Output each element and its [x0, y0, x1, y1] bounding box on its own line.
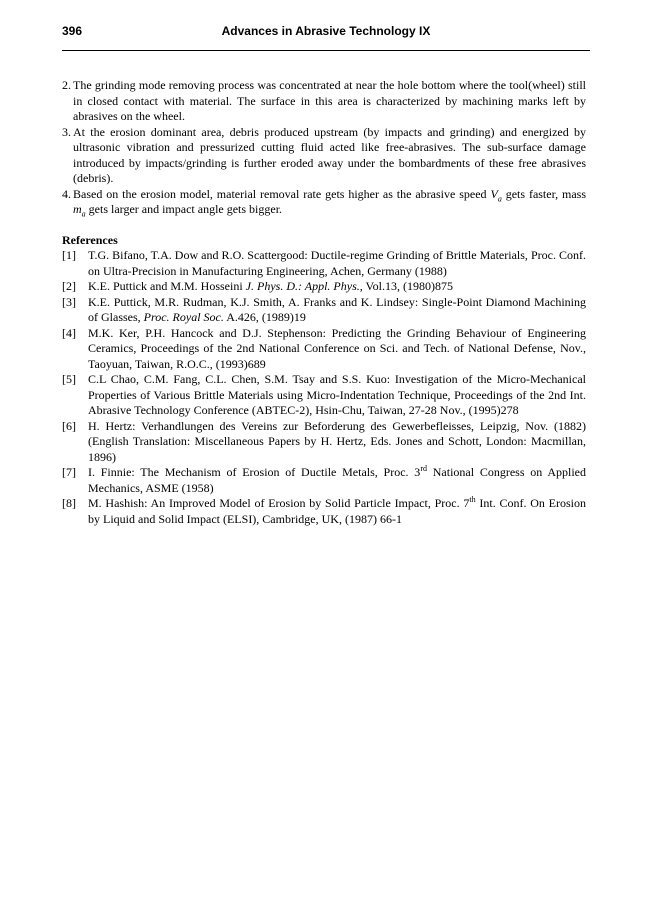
conclusion-text: The grinding mode removing process was concentrated at near the hole bottom where the tool(wheel) still in closed contact with material. The surface in this area is characterized by machining marks left by abrasives on the wheel. — [73, 78, 586, 123]
reference-number: [1] — [62, 248, 76, 262]
reference-number: [2] — [62, 279, 76, 293]
header-rule — [62, 50, 590, 51]
reference-item — [62, 326, 586, 373]
reference-text: T.G. Bifano, T.A. Dow and R.O. Scattergood: Ductile-regime Grinding of Brittle Materials, Proc. Conf. on Ultra-Precision in Manufacturing Engineering, Achen, Germany (1988) — [88, 248, 586, 278]
conclusion-item — [62, 187, 586, 218]
reference-number: [4] — [62, 325, 76, 340]
reference-item — [62, 372, 586, 419]
running-title: Advances in Abrasive Technology IX — [221, 24, 431, 38]
reference-number: [8] — [62, 496, 76, 510]
reference-number: [5] — [62, 372, 76, 386]
reference-text: H. Hertz: Verhandlungen des Vereins zur Beforderung des Gewerbefleisses, Leipzig, Nov. (1882) (English Translation: Miscellaneous Papers by H. Hertz, Eds. Jones and Schott, London: Macmillan, 1896) — [88, 418, 586, 464]
reference-text: M.K. Ker, P.H. Hancock and D.J. Stephenson: Predicting the Grinding Behaviour of Engineering Ceramics, Proceedings of the 2nd National Conference on Sci. and Tech. of National Defense, Nov., Taoyuan, Taiwan, R.O.C., (1993)689 — [88, 325, 586, 371]
reference-item — [62, 419, 586, 466]
page-number: 396 — [62, 24, 83, 38]
reference-number: [7] — [62, 465, 76, 479]
reference-text: M. Hashish: An Improved Model of Erosion by Solid Particle Impact, Proc. 7th Int. Conf. On Erosion by Liquid and Solid Impact (ELSI), Cambridge, UK, (1987) 66-1 — [88, 495, 587, 526]
reference-text: I. Finnie: The Mechanism of Erosion of Ductile Metals, Proc. 3rd National Congress on Applied Mechanics, ASME (1958) — [88, 464, 586, 495]
reference-text: C.L Chao, C.M. Fang, C.L. Chen, S.M. Tsay and S.S. Kuo: Investigation of the Micro-Mechanical Properties of Various Brittle Materials using Micro-Indentation Technique, Proceedings of the 2nd Int. Abrasive Technology Conference (ABTEC-2), Hsin-Chu, Taiwan, 27-28 Nov., (1995)278 — [88, 372, 586, 417]
conclusion-number: 4. — [62, 186, 71, 201]
reference-number: [3] — [62, 294, 76, 309]
references-heading: References — [62, 232, 118, 247]
conclusion-item — [62, 125, 586, 187]
conclusion-item — [62, 78, 586, 125]
page-header — [62, 24, 590, 40]
reference-number: [6] — [62, 418, 76, 433]
reference-item — [62, 295, 586, 326]
reference-item — [62, 279, 586, 295]
reference-item — [62, 248, 586, 279]
conclusion-number: 3. — [62, 124, 71, 139]
conclusion-text: At the erosion dominant area, debris produced upstream (by impacts and grinding) and energized by ultrasonic vibration and pressurized cutting fluid acted like free-abrasives. The sub-surface damage introduced by impacts/grinding is further eroded away under the bombardments of these free abrasives (debris). — [73, 124, 586, 185]
page-body — [62, 78, 586, 527]
variable-m: $m_a$ — [73, 202, 86, 219]
conclusion-number: 2. — [62, 78, 71, 92]
variable-v: $V_a$ — [490, 186, 502, 203]
reference-text: K.E. Puttick and M.M. Hosseini J. Phys. D.: Appl. Phys., Vol.13, (1980)875 — [88, 279, 453, 293]
reference-item — [62, 496, 586, 527]
conclusion-text: Based on the erosion model, material removal rate gets higher as the abrasive speed $V_a$ gets faster, mass $m_a$ gets larger and impact angle gets bigger. — [73, 186, 587, 219]
reference-item — [62, 465, 586, 496]
reference-text: K.E. Puttick, M.R. Rudman, K.J. Smith, A. Franks and K. Lindsey: Single-Point Diamond Machining of Glasses, Proc. Royal Soc. A.426, (1989)19 — [88, 294, 586, 324]
